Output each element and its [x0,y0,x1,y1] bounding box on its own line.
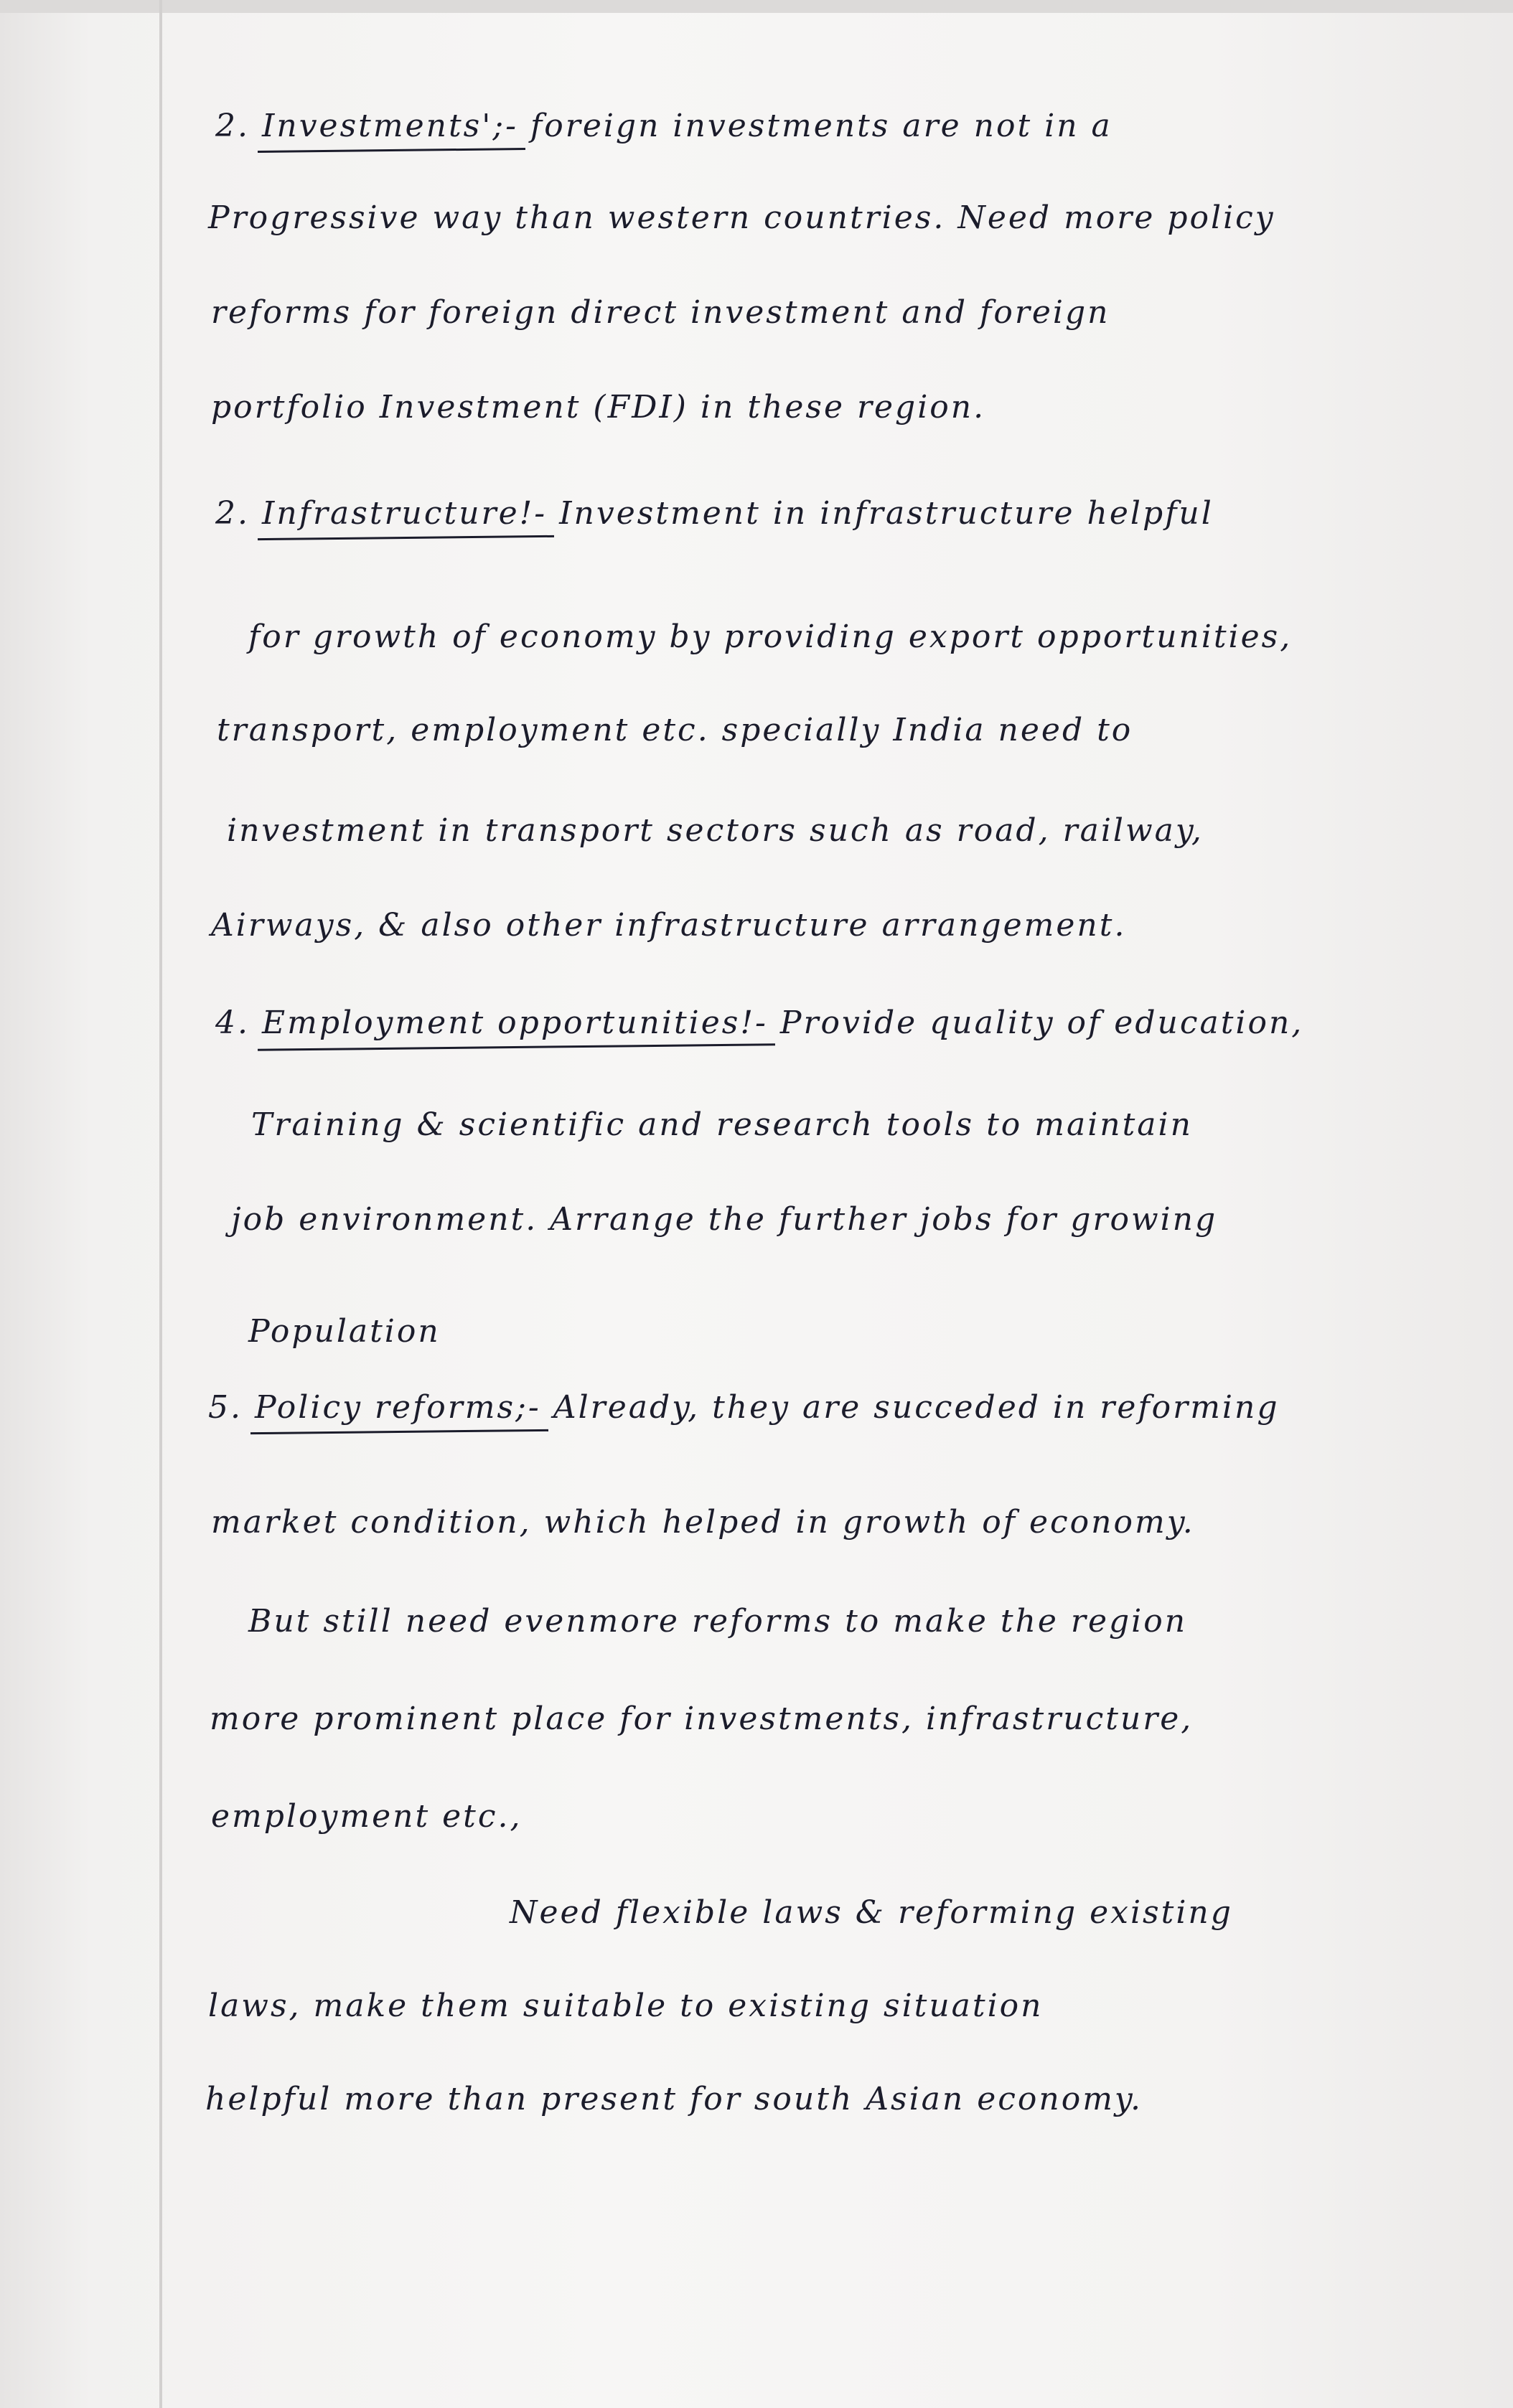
closing-line-2: laws, make them suitable to existing situation [208,1988,1044,2024]
closing-line-1: Need flexible laws & reforming existing [510,1894,1233,1931]
section-2-line-4: investment in transport sectors such as road, railway, [227,812,1204,849]
section-1-text-1: foreign investments are not in a [530,108,1112,144]
section-4-line-2: market condition, which helped in growth of economy. [211,1504,1195,1541]
closing-line-3: helpful more than present for south Asian economy. [205,2081,1143,2117]
section-4-line-3: But still need evenmore reforms to make the region [248,1603,1188,1640]
section-3-line-2: Training & scientific and research tools to maintain [251,1106,1193,1143]
section-3-heading: Employment opportunities!- [261,1005,768,1041]
section-2-number: 2. [215,495,250,532]
section-2-heading: Infrastructure!- [261,495,548,532]
section-3-line-3: job environment. Arrange the further jobs for growing [231,1201,1218,1238]
section-2-line-3: transport, employment etc. specially India need to [217,712,1133,748]
section-3-line-1 [215,1005,1303,1041]
page-top-edge [0,0,1513,13]
section-2-line-5: Airways, & also other infrastructure arrangement. [211,907,1127,944]
section-1-number: 2. [215,108,250,144]
section-1-line-4: portfolio Investment (FDI) in these region. [211,389,986,425]
section-2-text-1: Investment in infrastructure helpful [559,495,1214,532]
section-4-line-4: more prominent place for investments, infrastructure, [210,1701,1194,1737]
section-2-line-2: for growth of economy by providing export opportunities, [248,619,1293,655]
section-4-text-1: Already, they are succeded in reforming [553,1389,1280,1426]
section-1-line-1 [215,108,1112,144]
section-2-line-1 [215,495,1214,532]
section-3-number: 4. [215,1005,250,1041]
section-1-line-2: Progressive way than western countries. Need more policy [208,199,1275,236]
section-4-line-1 [208,1389,1280,1426]
section-3-text-1: Provide quality of education, [779,1005,1304,1041]
section-3-line-4: Population [248,1313,441,1350]
section-4-heading: Policy reforms;- [254,1389,541,1426]
section-4-line-5: employment etc., [211,1798,523,1835]
section-4-number: 5. [208,1389,243,1426]
margin-line [159,0,162,2408]
section-1-heading: Investments';- [261,108,519,144]
section-1-line-3: reforms for foreign direct investment and foreign [211,294,1110,331]
